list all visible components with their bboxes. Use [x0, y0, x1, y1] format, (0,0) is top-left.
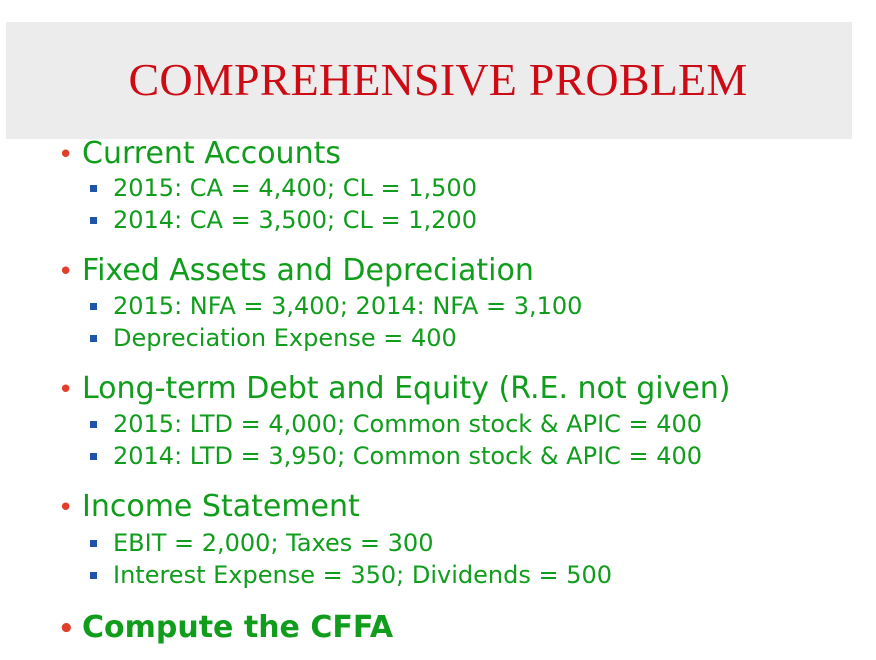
sub-item-text: 2015: NFA = 3,400; 2014: NFA = 3,100	[113, 292, 583, 320]
sub-item	[90, 441, 702, 471]
square-bullet-icon	[90, 572, 97, 579]
square-bullet-icon	[90, 335, 97, 342]
slide-title: COMPREHENSIVE PROBLEM	[128, 54, 748, 105]
sub-item-text: 2015: CA = 4,400; CL = 1,500	[113, 174, 477, 202]
bullet-heading: Long-term Debt and Equity (R.E. not given)	[82, 371, 731, 406]
sub-item-text: Depreciation Expense = 400	[113, 324, 457, 352]
square-bullet-icon	[90, 303, 97, 310]
bullet-dot-icon: •	[58, 257, 74, 287]
bullet-dot-icon: •	[58, 493, 74, 523]
sub-item	[90, 205, 477, 235]
sub-item	[90, 528, 433, 558]
bullet-dot-icon: •	[58, 140, 74, 170]
bullet-heading: Income Statement	[82, 489, 360, 524]
bullet-compute-cffa	[58, 610, 393, 647]
sub-item-text: 2014: LTD = 3,950; Common stock & APIC = 400	[113, 442, 703, 470]
square-bullet-icon	[90, 185, 97, 192]
sub-item	[90, 560, 612, 590]
square-bullet-icon	[90, 540, 97, 547]
bullet-fixed-assets	[58, 253, 534, 290]
sub-item	[90, 291, 582, 321]
sub-item	[90, 409, 702, 439]
square-bullet-icon	[90, 453, 97, 460]
bullet-dot-icon: •	[58, 614, 75, 644]
sub-item	[90, 323, 457, 353]
bullet-heading: Compute the CFFA	[82, 610, 394, 645]
bullet-long-term-debt	[58, 371, 731, 408]
bullet-income-statement	[58, 489, 360, 526]
bullet-current-accounts	[58, 136, 341, 173]
bullet-heading: Current Accounts	[82, 136, 341, 171]
square-bullet-icon	[90, 217, 97, 224]
sub-item-text: 2014: CA = 3,500; CL = 1,200	[113, 206, 477, 234]
square-bullet-icon	[90, 421, 97, 428]
sub-item-text: Interest Expense = 350; Dividends = 500	[113, 561, 612, 589]
sub-item-text: EBIT = 2,000; Taxes = 300	[113, 529, 434, 557]
bullet-heading: Fixed Assets and Depreciation	[82, 253, 534, 288]
sub-item-text: 2015: LTD = 4,000; Common stock & APIC = 400	[113, 410, 703, 438]
sub-item	[90, 173, 477, 203]
bullet-dot-icon: •	[58, 375, 74, 405]
